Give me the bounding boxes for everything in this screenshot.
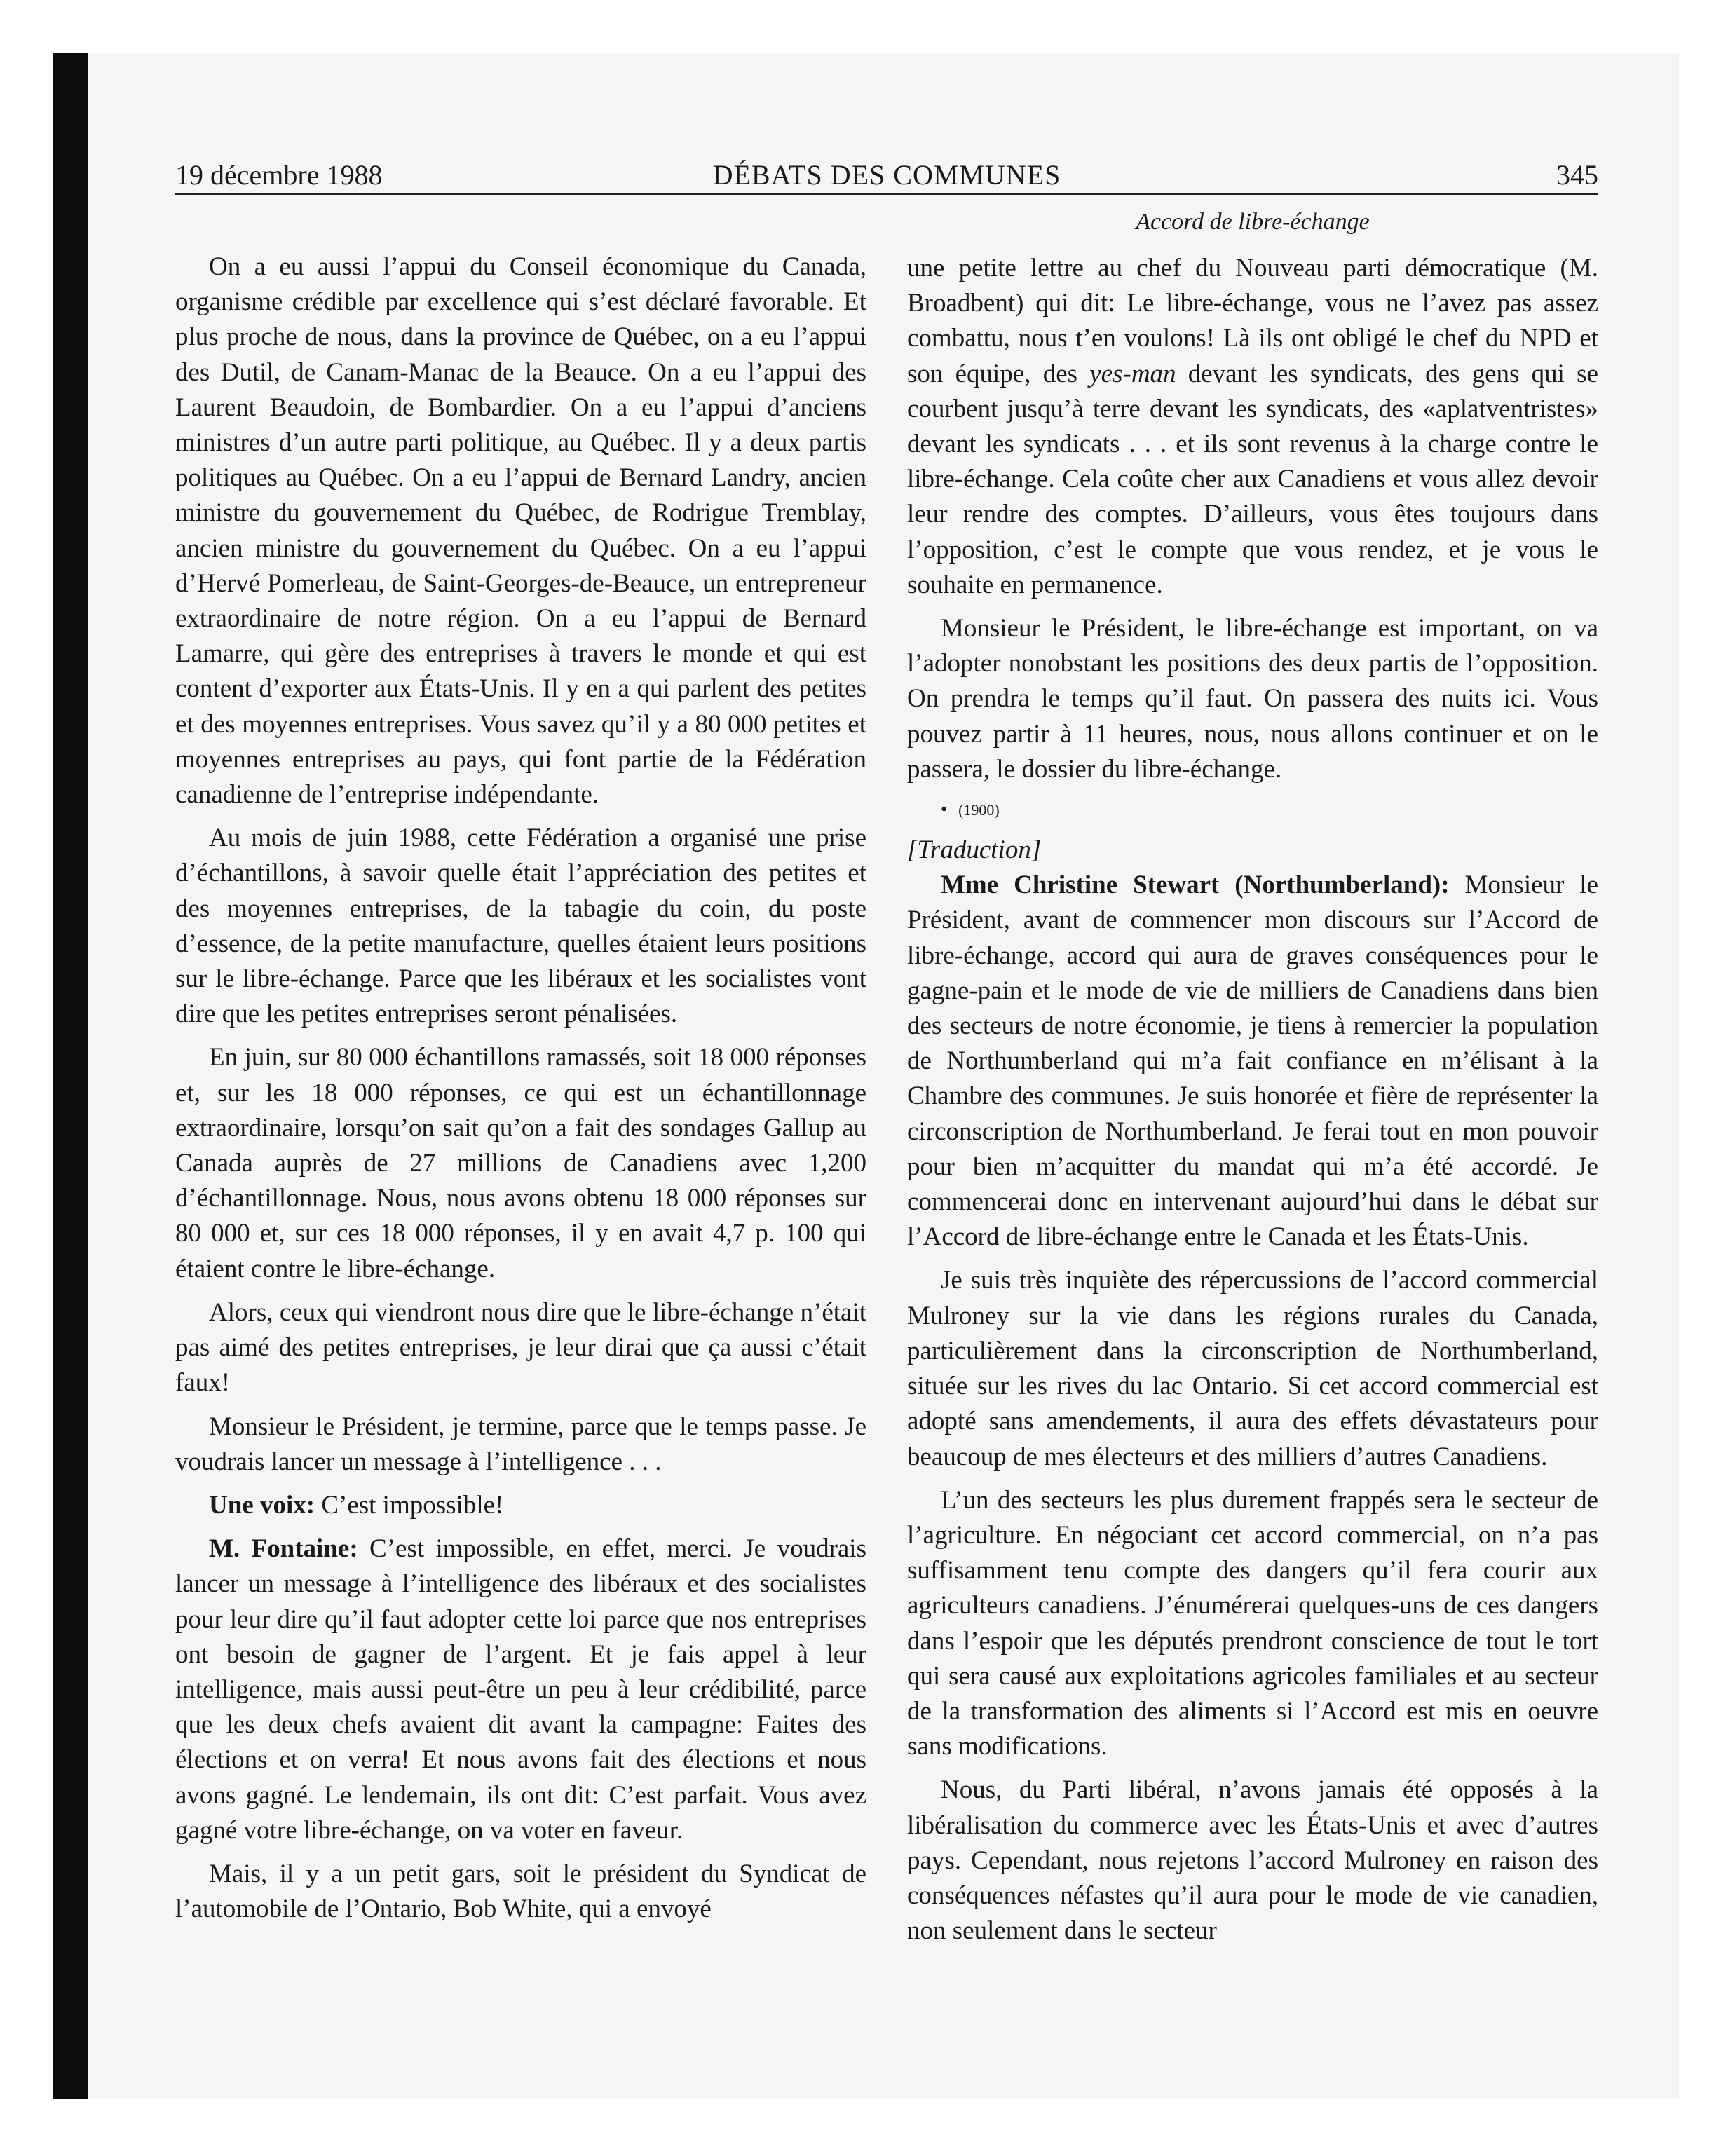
speech-text: devant les syndicats, des gens qui se courbent jusqu’à terre devant les syndicats, des «aplatventristes» devant les syndicats . . . et ils sont revenus à la charge contre le libre-échange. Cela coûte cher aux Canadiens et vous allez devoir leur rendre des comptes. D’ailleurs, vous êtes toujours dans l’opposition, c’est le compte que vous rendez, et je vous le souhaite en permanence. [907, 359, 1598, 599]
header-rule [175, 193, 1598, 195]
paragraph [175, 1531, 866, 1848]
time-marker [907, 796, 1598, 824]
left-column [175, 250, 866, 1927]
speaker-name: M. Fontaine: [209, 1534, 358, 1564]
paragraph: Au mois de juin 1988, cette Fédération a organisé une prise d’échantillons, à savoir quelle était l’appréciation des petites et des moyennes entreprises, de la tabagie du coin, du poste d’essence, de la petite manufacture, quelles étaient leurs positions sur le libre-échange. Parce que les libéraux et les socialistes vont dire que les petites entreprises seront pénalisées. [175, 824, 866, 1029]
translation-note: [Traduction] [907, 835, 1042, 865]
speech-text: Monsieur le Président, avant de commencer mon discours sur l’Accord de libre-échange, accord qui aura de graves conséquences pour le gagne-pain et le mode de vie de milliers de Canadiens dans bien des secteurs de notre économie, je tiens à remercier la population de Northumberland qui m’a fait confiance en m’élisant à la Chambre des communes. Je suis honorée et fière de représenter la circonscription de Northumberland. Je ferai tout en mon pouvoir pour bien m’acquitter du mandat qui m’a été accordé. Je commencerai donc en intervenant aujourd’hui dans le débat sur l’Accord de libre-échange entre le Canada et les États-Unis. [907, 871, 1599, 1252]
speech-text: C’est impossible! [315, 1490, 504, 1520]
header-title: DÉBATS DES COMMUNES [712, 159, 1061, 191]
emphasis-text: yes-man [1089, 359, 1176, 388]
paragraph: Monsieur le Président, je termine, parce que le temps passe. Je voudrais lancer un message à l’intelligence . . . [175, 1412, 866, 1476]
paragraph: Alors, ceux qui viendront nous dire que le libre-échange n’était pas aimé des petites entreprises, je leur dirai que ça aussi c’était faux! [175, 1297, 866, 1398]
paragraph: Nous, du Parti libéral, n’avons jamais été opposés à la libéralisation du commerce avec les États-Unis et avec d’autres pays. Cependant, nous rejetons l’accord Mulroney en raison des conséquences néfastes qu’il aura pour le mode de vie canadien, non seulement dans le secteur [907, 1775, 1598, 1946]
speech-text: C’est impossible, en effet, merci. Je voudrais lancer un message à l’intelligence des libéraux et des socialistes pour leur dire qu’il faut adopter cette loi parce que nos entreprises ont besoin de gagner de l’argent. Et je fais appel à leur intelligence, mais aussi peut-être un peu à leur crédibilité, parce que les deux chefs avaient dit avant la campagne: Faites des élections et on verra! Et nous avons fait des élections et nous avons gagné. Le lendemain, ils ont dit: C’est parfait. Vous avez gagné votre libre-échange, on va voter en faveur. [175, 1534, 866, 1845]
paragraph: On a eu aussi l’appui du Conseil économique du Canada, organisme crédible par excellence qui s’est déclaré favorable. Et plus proche de nous, dans la province de Québec, on a eu l’appui des Dutil, de Canam-Manac de la Beauce. On a eu l’appui des Laurent Beaudoin, de Bombardier. On a eu l’appui d’anciens ministres d’un autre parti politique, au Québec. Il y a deux partis politiques au Québec. On a eu l’appui de Bernard Landry, ancien ministre du gouvernement du Québec, de Rodrigue Tremblay, ancien ministre du gouvernement du Québec. On a eu l’appui d’Hervé Pomerleau, de Saint-Georges-de-Beauce, un entrepreneur extraordinaire de notre région. On a eu l’appui de Bernard Lamarre, qui gère des entreprises à travers le monde et qui est content d’exporter aux États-Unis. Il y en a qui parlent des petites et des moyennes entreprises. Vous savez qu’il y a 80 000 petites et moyennes entreprises au pays, qui font partie de la Fédération canadienne de l’entreprise indépendante. [175, 252, 866, 810]
speaker-name: Mme Christine Stewart (Northumberland): [941, 871, 1450, 900]
scan-edge-bar [53, 53, 88, 2099]
paragraph: Je suis très inquiète des répercussions de l’accord commercial Mulroney sur la vie dans les régions rurales du Canada, particulièrement dans la circonscription de Northumberland, située sur les rives du lac Ontario. Si cet accord commercial est adopté sans amendements, il aura des effets dévastateurs pour beaucoup de mes électeurs et des milliers d’autres Canadiens. [907, 1266, 1598, 1471]
paragraph: Monsieur le Président, le libre-échange est important, on va l’adopter nonobstant les positions des deux partis de l’opposition. On prendra le temps qu’il faut. On passera des nuits ici. Vous pouvez partir à 11 heures, nous, nous allons continuer et on le passera, le dossier du libre-échange. [907, 614, 1598, 784]
section-title: Accord de libre-échange [1136, 209, 1370, 235]
speaker-name: Une voix: [209, 1490, 315, 1520]
paragraph [175, 1488, 866, 1523]
bullet-icon: • [941, 799, 948, 820]
paragraph: Mais, il y a un petit gars, soit le président du Syndicat de l’automobile de l’Ontario, Bob White, qui a envoyé [175, 1859, 866, 1924]
header-date: 19 décembre 1988 [175, 159, 383, 191]
page-header [175, 156, 1598, 195]
time-stamp: (1900) [958, 801, 1000, 819]
page-number: 345 [1556, 159, 1598, 191]
right-column [907, 251, 1598, 1949]
speech-text: une petite lettre au chef du Nouveau parti démocratique (M. Broadbent) qui dit: Le libre-échange, vous ne l’avez pas assez combattu, nous t’en voulons! Là ils ont obligé le chef du NPD et son équipe, des [907, 254, 1598, 388]
paragraph: En juin, sur 80 000 échantillons ramassés, soit 18 000 réponses et, sur les 18 000 réponses, ce qui est un échantillonnage extraordinaire, lorsqu’on sait qu’on a fait des sondages Gallup au Canada auprès de 27 millions de Canadiens avec 1,200 d’échantillonnage. Nous, nous avons obtenu 18 000 réponses sur 80 000 et, sur ces 18 000 réponses, il y en avait 4,7 p. 100 qui étaient contre le libre-échange. [175, 1043, 866, 1283]
paragraph [907, 251, 1598, 603]
paragraph: L’un des secteurs les plus durement frappés sera le secteur de l’agriculture. En négociant cet accord commercial, on n’a pas suffisamment tenu compte des dangers qu’il fera courir aux agriculteurs canadiens. J’énumérerai quelques-uns de ces dangers dans l’espoir que les députés prendront conscience de tout le tort qui sera causé aux exploitations agricoles familiales et au secteur de la transformation des aliments si l’Accord est mis en oeuvre sans modifications. [907, 1485, 1598, 1761]
paragraph [907, 868, 1598, 1255]
